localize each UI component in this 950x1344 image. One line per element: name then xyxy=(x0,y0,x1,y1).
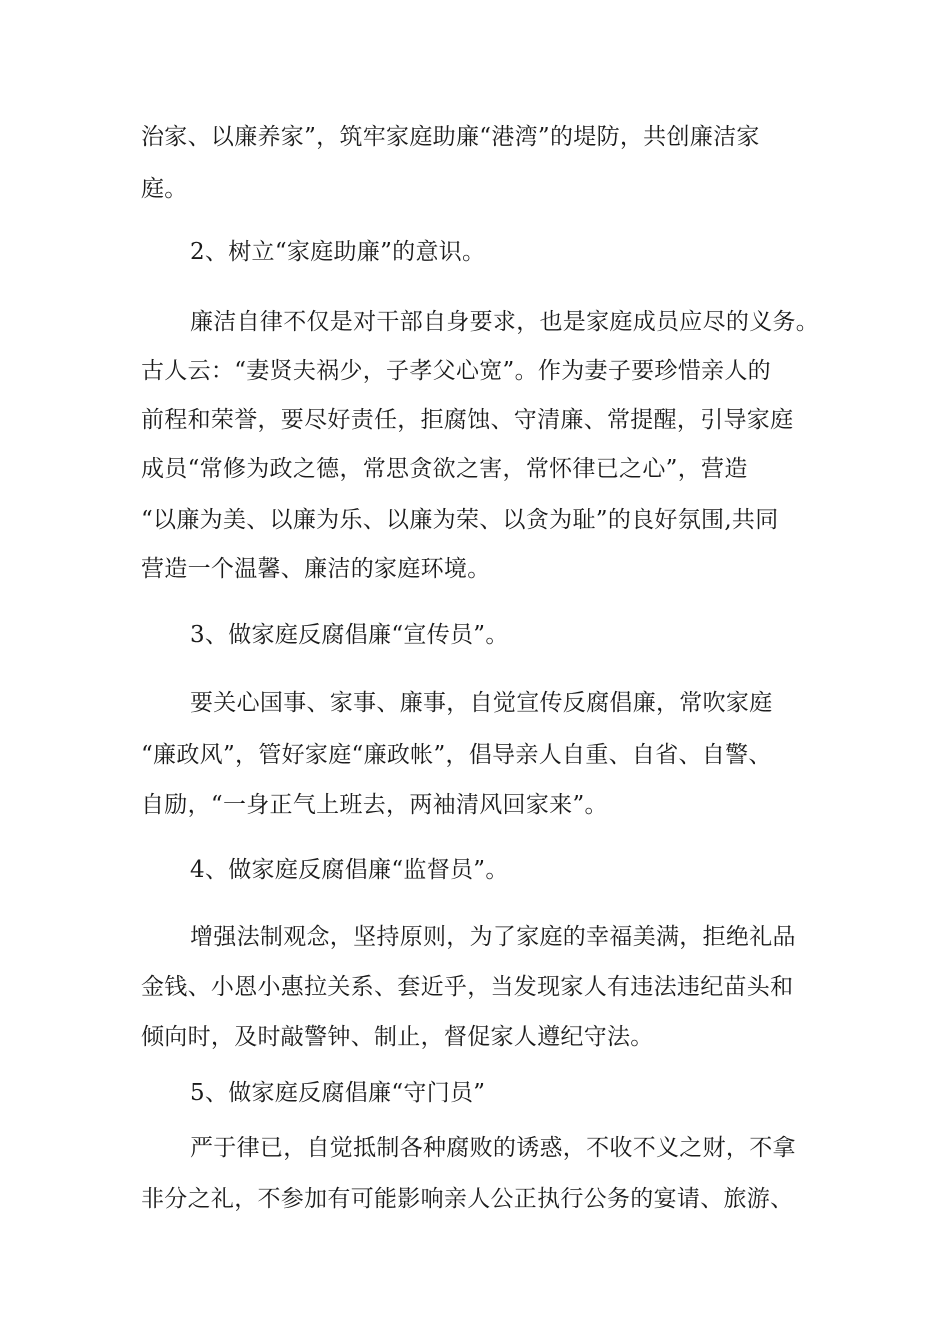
body-line: 倾向时，及时敲警钟、制止，督促家人遵纪守法。 xyxy=(141,1024,654,1050)
body-line: 前程和荣誉，要尽好责任，拒腐蚀、守清廉、常提醒，引导家庭 xyxy=(141,407,794,433)
body-line: 严于律已，自觉抵制各种腐败的诱惑，不收不义之财，不拿 xyxy=(190,1135,796,1161)
section-heading: 4、做家庭反腐倡廉“监督员”。 xyxy=(190,857,509,883)
body-line: 治家、以廉养家”，筑牢家庭助廉“港湾”的堤防，共创廉洁家 xyxy=(141,124,760,150)
body-line: 自励，“一身正气上班去，两袖清风回家来”。 xyxy=(141,792,608,818)
body-line: “廉政风”，管好家庭“廉政帐”，倡导亲人自重、自省、自警、 xyxy=(141,742,772,768)
body-line: 营造一个温馨、廉洁的家庭环境。 xyxy=(141,556,491,582)
body-line: “以廉为美、以廉为乐、以廉为荣、以贪为耻”的良好氛围,共同 xyxy=(141,507,779,533)
body-line: 庭。 xyxy=(141,176,188,202)
body-line: 非分之礼，不参加有可能影响亲人公正执行公务的宴请、旅游、 xyxy=(141,1186,794,1212)
section-heading: 5、做家庭反腐倡廉“守门员” xyxy=(190,1080,486,1106)
section-heading: 3、做家庭反腐倡廉“宣传员”。 xyxy=(190,622,509,648)
body-line: 廉洁自律不仅是对干部自身要求，也是家庭成员应尽的义务。 xyxy=(190,309,820,335)
body-line: 金钱、小恩小惠拉关系、套近乎，当发现家人有违法违纪苗头和 xyxy=(141,974,794,1000)
body-line: 要关心国事、家事、廉事，自觉宣传反腐倡廉，常吹家庭 xyxy=(190,690,773,716)
body-line: 增强法制观念，坚持原则，为了家庭的幸福美满，拒绝礼品 xyxy=(190,924,796,950)
body-line: 古人云：“妻贤夫祸少，子孝父心宽”。作为妻子要珍惜亲人的 xyxy=(141,358,771,384)
body-line: 成员“常修为政之德，常思贪欲之害，常怀律已之心”，营造 xyxy=(141,456,748,482)
section-heading: 2、树立“家庭助廉”的意识。 xyxy=(190,239,486,265)
